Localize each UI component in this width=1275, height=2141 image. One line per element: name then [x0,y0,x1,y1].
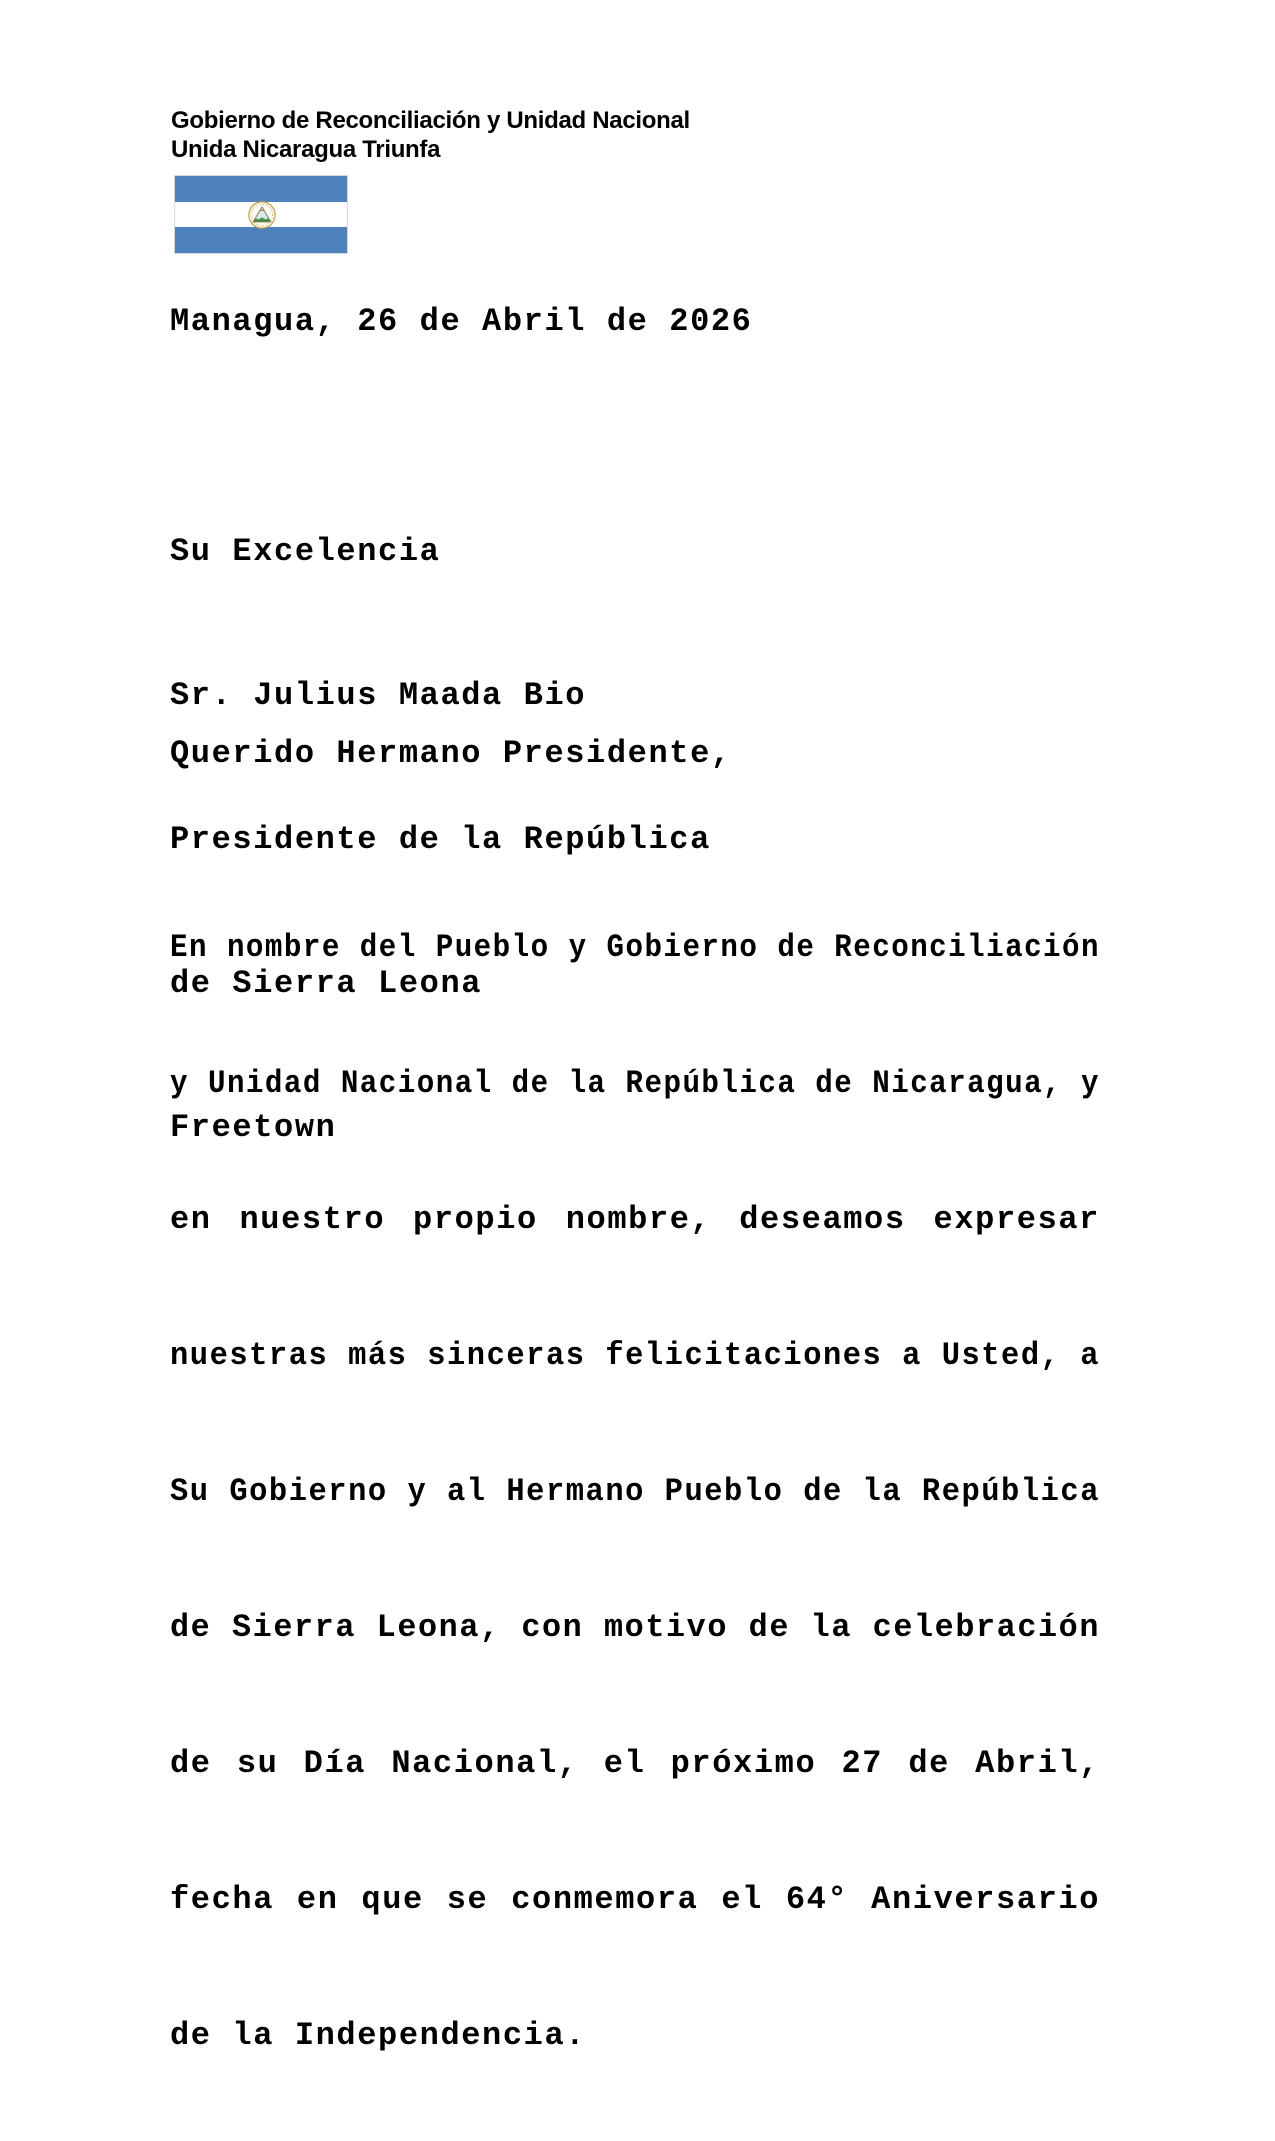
recipient-country: de Sierra Leona [170,965,483,1002]
body-line: de su Día Nacional, el próximo 27 de Abril, [170,1745,1100,1782]
body-line: En nombre del Pueblo y Gobierno de Reconciliación [170,929,1100,966]
recipient-honorific: Su Excelencia [170,533,441,570]
flag-stripe-top [175,176,347,202]
letterhead-line2: Unida Nicaragua Triunfa [171,136,441,163]
letterhead-line1: Gobierno de Reconciliación y Unidad Nacional [171,107,690,134]
body-line: Su Gobierno y al Hermano Pueblo de la República [170,1473,1100,1510]
nicaragua-coat-of-arms-icon [248,201,276,229]
body-line: y Unidad Nacional de la República de Nicaragua, y [170,1065,1100,1102]
letter-body [170,843,1100,2141]
flag-stripe-bottom [175,227,347,253]
body-line: fecha en que se conmemora el 64° Aniversario [170,1881,1100,1918]
salutation: Querido Hermano Presidente, [170,735,732,772]
date-line: Managua, 26 de Abril de 2026 [170,303,753,340]
body-line-last: de la Independencia. [170,2017,587,2054]
recipient-title: Presidente de la República [170,821,711,858]
body-line: en nuestro propio nombre, deseamos expresar [170,1201,1100,1238]
recipient-name: Sr. Julius Maada Bio [170,677,587,714]
nicaragua-flag-image [174,175,348,254]
body-line: nuestras más sinceras felicitaciones a Usted, a [170,1337,1100,1374]
recipient-city: Freetown [170,1109,337,1146]
body-line: de Sierra Leona, con motivo de la celebración [170,1609,1100,1646]
letterhead [171,106,690,164]
